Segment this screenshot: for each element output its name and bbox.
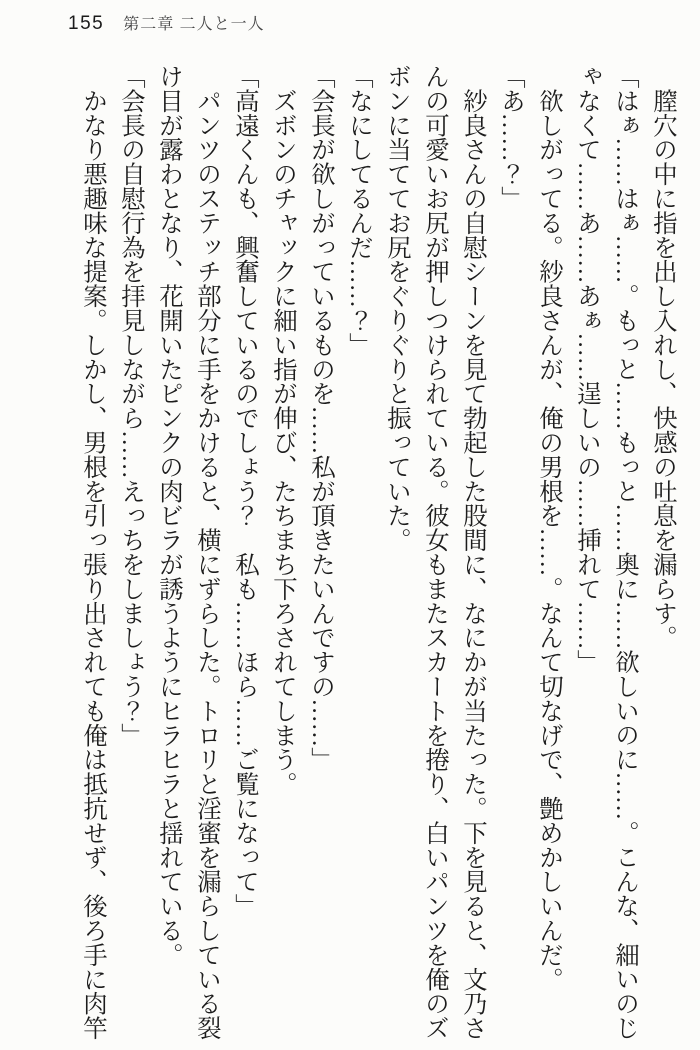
paragraph-narration: 紗良さんの自慰シーンを見て勃起した股間に、なにかが当たった。下を見ると、文乃さんの可愛いお尻が押しつけられている。彼女もまたスカートを捲り、白いパンツを俺のズボンに当ててお尻をぐりぐりと振っていた。 [383,64,486,1040]
paragraph-dialogue: 「なにしてるんだ……？」 [345,64,372,357]
body-text [73,64,681,1041]
paragraph-dialogue: 「あ……？」 [497,64,524,211]
paragraph-narration: かなり悪趣味な提案。しかし、男根を引っ張り出されても俺は抵抗せず、後ろ手に肉竿 [79,64,106,1041]
paragraph-dialogue: 「高遠くんも、興奮しているのでしょう？ 私も……ほら……ご覧になって」 [231,64,258,918]
paragraph-dialogue: 「会長の自慰行為を拝見しながら……えっちをしましょう？」 [117,64,144,748]
chapter-title: 第二章 二人と一人 [123,16,265,33]
page-number: 155 [68,13,105,34]
paragraph-narration: パンツのステッチ部分に手をかけると、横にずらした。トロリと淫蜜を漏らしている裂け目が露わとなり、花開いたピンクの肉ビラが誘うようにヒラヒラと揺れている。 [155,64,220,1040]
paragraph-narration: 欲しがってる。紗良さんが、俺の男根を……。なんて切なげで、艶めかしいんだ。 [535,64,562,992]
paragraph-dialogue: 「はぁ……はぁ……。もっと……もっと……奥に……欲しいのに……。こんな、細いのじゃなくて……あ……あぁ……逞しいの……挿れて……」 [573,64,638,1040]
paragraph-narration: ズボンのチャックに細い指が伸び、たちまち下ろされてしまう。 [269,64,296,796]
paragraph-dialogue: 「会長が欲しがっているものを……私が頂きたいんですの……」 [307,64,334,772]
running-head [68,11,265,35]
paragraph-narration: 膣穴の中に指を出し入れし、快感の吐息を漏らす。 [649,64,676,650]
